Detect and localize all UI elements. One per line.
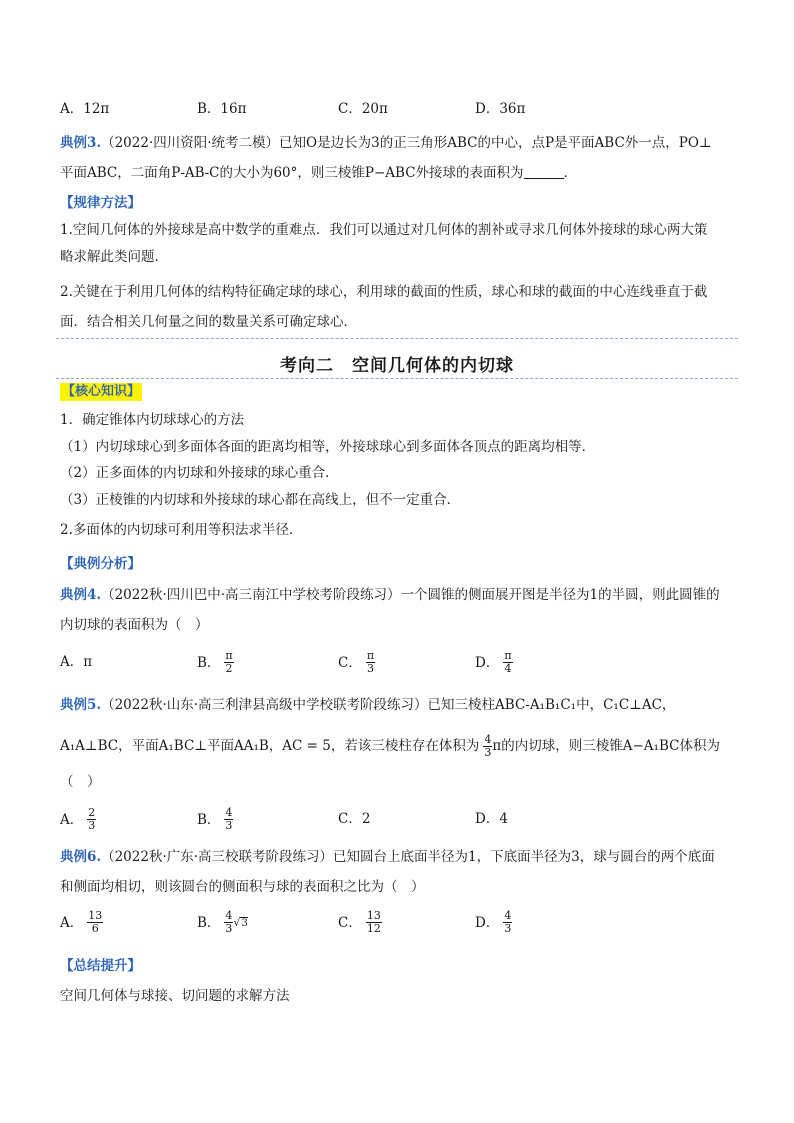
- core-line-3: （2）正多面体的内切球和外接球的球心重合．: [60, 465, 339, 481]
- ex5-line-3: （ ）: [60, 774, 101, 790]
- ex6-option-b: B． $\frac{4}{3}$ √3: [197, 909, 248, 935]
- ex4-options-row: [60, 650, 740, 680]
- method-p1-line-1: 1.空间几何体的外接球是高中数学的重难点．我们可以通过对几何体的割补或寻求几何体外接球的球心两大策: [60, 222, 708, 238]
- ex5-line-2: A₁A⊥BC，平面A₁BC⊥平面AA₁B，AC = 5，若该三棱柱存在体积为 $\frac{4}{3}$ π的内切球，则三棱锥A−A₁BC体积为: [60, 733, 720, 759]
- core-line-4: （3）正棱锥的内切球和外接球的球心都在高线上，但不一定重合．: [60, 492, 461, 508]
- sqrt-radicand: 3: [241, 917, 248, 929]
- ex6-tag: 典例6.: [60, 849, 102, 865]
- ex4-option-a: A．π: [60, 654, 93, 670]
- ex5-option-b: B． $\frac{4}{3}$: [197, 806, 233, 832]
- summary-heading: 【总结提升】: [60, 958, 141, 974]
- ex5-option-a: A． $\frac{2}{3}$: [60, 806, 96, 832]
- core-line-5: 2.多面体的内切球可利用等积法求半径．: [60, 522, 303, 538]
- q2-option-c: C．20π: [338, 101, 388, 117]
- ex6-option-d: D． $\frac{4}{3}$: [475, 909, 512, 935]
- ex4-tag: 典例4.: [60, 587, 102, 603]
- ex4-line-2: 内切球的表面积为（ ）: [60, 617, 209, 633]
- summary-line: 空间几何体与球接、切问题的求解方法: [60, 988, 290, 1004]
- core-line-1: 1．确定锥体内切球球心的方法: [60, 412, 245, 428]
- ex4-line-1: 典例4.（2022秋·四川巴中·高三南江中学校考阶段练习）一个圆锥的侧面展开图是半径为1的半圆，则此圆锥的: [60, 587, 720, 603]
- ex6-line-2: 和侧面均相切，则该圆台的侧面积与球的表面积之比为（ ）: [60, 879, 425, 895]
- answer-blank: [524, 164, 564, 179]
- q2-option-a: A．12π: [60, 101, 110, 117]
- ex4-option-c: C． $\frac{\pi}{3}$: [338, 649, 375, 675]
- analysis-heading: 【典例分析】: [60, 556, 141, 572]
- ex5-tag: 典例5.: [60, 697, 102, 713]
- method-p1-line-2: 略求解此类问题．: [60, 249, 168, 265]
- ex6-option-c: C． $\frac{13}{12}$: [338, 909, 381, 935]
- ex5-line-1: 典例5.（2022秋·山东·高三利津县高级中学校联考阶段练习）已知三棱柱ABC‑A₁B₁C₁中，C₁C⊥AC，: [60, 697, 676, 713]
- q2-option-b: B．16π: [197, 101, 247, 117]
- method-heading: 【规律方法】: [60, 195, 141, 211]
- ex4-option-b: B． $\frac{\pi}{2}$: [197, 649, 233, 675]
- ex6-option-a: A． $\frac{13}{6}$: [60, 909, 103, 935]
- ex3-tag: 典例3.: [60, 135, 102, 151]
- ex5-options-row: [60, 807, 740, 837]
- q2-option-d: D．36π: [475, 101, 526, 117]
- q2-options-row: [60, 98, 740, 128]
- ex5-option-c: C．2: [338, 811, 371, 827]
- method-p2-line-2: 面．结合相关几何量之间的数量关系可确定球心．: [60, 314, 357, 330]
- ex6-options-row: [60, 910, 740, 940]
- ex3-line-1: 典例3.（2022·四川资阳·统考二模）已知O是边长为3的正三角形ABC的中心，点P是平面ABC外一点，PO⊥: [60, 135, 712, 151]
- ex4-option-d: D． $\frac{\pi}{4}$: [475, 649, 512, 675]
- section-title: 考向二 空间几何体的内切球: [280, 356, 514, 376]
- core-line-2: （1）内切球球心到多面体各面的距离均相等，外接球球心到多面体各顶点的距离均相等．: [60, 439, 596, 455]
- ex3-line-2: 平面ABC，二面角P‑AB‑C的大小为60°，则三棱锥P−ABC外接球的表面积为 ．: [60, 165, 578, 181]
- method-p2-line-1: 2.关键在于利用几何体的结构特征确定球的球心，利用球的截面的性质，球心和球的截面的中心连线垂直于截: [60, 284, 708, 300]
- core-knowledge-badge: 【核心知识】: [62, 384, 141, 399]
- section-divider-bottom: [56, 378, 738, 379]
- section-divider-top: [56, 338, 738, 339]
- ex5-option-d: D．4: [475, 811, 508, 827]
- ex6-line-1: 典例6.（2022秋·广东·高三校联考阶段练习）已知圆台上底面半径为1，下底面半径为3，球与圆台的两个底面: [60, 849, 715, 865]
